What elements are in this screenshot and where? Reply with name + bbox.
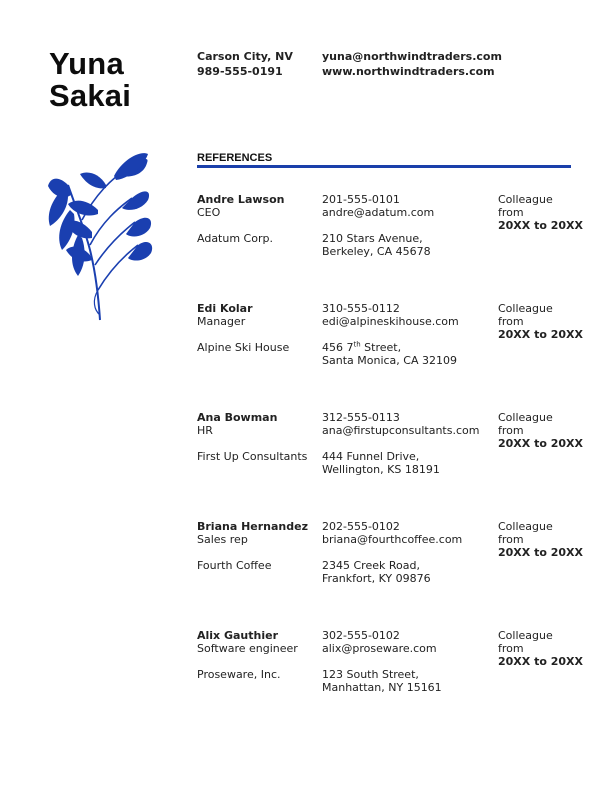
reference-address-1: 210 Stars Avenue, <box>322 232 423 245</box>
reference-name: Edi Kolar <box>197 302 253 315</box>
reference-relation: Colleague <box>498 520 553 533</box>
reference-email[interactable]: alix@proseware.com <box>322 642 437 655</box>
reference-from: from <box>498 533 524 546</box>
reference-from: from <box>498 206 524 219</box>
reference-entry <box>197 302 584 382</box>
reference-dates: 20XX to 20XX <box>498 437 584 450</box>
reference-dates: 20XX to 20XX <box>498 328 584 341</box>
address-street: Street, <box>360 341 402 354</box>
reference-email[interactable]: ana@firstupconsultants.com <box>322 424 480 437</box>
reference-relation: Colleague <box>498 302 553 315</box>
last-name: Sakai <box>49 78 132 113</box>
reference-company: First Up Consultants <box>197 450 308 463</box>
first-name: Yuna <box>49 46 124 81</box>
reference-relation: Colleague <box>498 629 553 642</box>
reference-title: HR <box>197 424 213 437</box>
reference-address-2: Manhattan, NY 15161 <box>322 681 442 694</box>
reference-address-2: Santa Monica, CA 32109 <box>322 354 457 367</box>
reference-name: Ana Bowman <box>197 411 278 424</box>
reference-phone[interactable]: 310-555-0112 <box>322 302 400 315</box>
reference-address-1: 123 South Street, <box>322 668 419 681</box>
address-number: 456 7 <box>322 341 354 354</box>
resume-name <box>49 48 131 112</box>
city: Carson City, NV <box>197 50 293 63</box>
reference-from: from <box>498 642 524 655</box>
reference-phone[interactable]: 312-555-0113 <box>322 411 400 424</box>
contact-location-phone <box>197 49 293 79</box>
reference-phone[interactable]: 201-555-0101 <box>322 193 400 206</box>
reference-name: Briana Hernandez <box>197 520 308 533</box>
reference-relation: Colleague <box>498 193 553 206</box>
reference-address-1: 2345 Creek Road, <box>322 559 420 572</box>
email-link[interactable]: yuna@northwindtraders.com <box>322 50 502 63</box>
reference-dates: 20XX to 20XX <box>498 219 584 232</box>
phone[interactable]: 989-555-0191 <box>197 65 283 78</box>
reference-phone[interactable]: 302-555-0102 <box>322 629 400 642</box>
website-link[interactable]: www.northwindtraders.com <box>322 65 495 78</box>
section-title: REFERENCES <box>197 152 273 164</box>
reference-title: CEO <box>197 206 221 219</box>
section-divider <box>197 165 571 168</box>
reference-address-2: Berkeley, CA 45678 <box>322 245 431 258</box>
reference-name: Andre Lawson <box>197 193 285 206</box>
reference-title: Manager <box>197 315 246 328</box>
reference-company: Alpine Ski House <box>197 341 290 354</box>
reference-dates: 20XX to 20XX <box>498 655 584 668</box>
reference-entry <box>197 193 584 273</box>
address-ordinal: th <box>353 340 361 349</box>
reference-title: Software engineer <box>197 642 298 655</box>
reference-name: Alix Gauthier <box>197 629 279 642</box>
reference-address-1 <box>322 341 459 354</box>
contact-email-web <box>322 49 502 79</box>
reference-company: Proseware, Inc. <box>197 668 281 681</box>
reference-relation: Colleague <box>498 411 553 424</box>
reference-email[interactable]: briana@fourthcoffee.com <box>322 533 463 546</box>
reference-title: Sales rep <box>197 533 248 546</box>
leaf-illustration-icon <box>40 150 155 325</box>
reference-address-1: 444 Funnel Drive, <box>322 450 420 463</box>
reference-phone[interactable]: 202-555-0102 <box>322 520 400 533</box>
reference-address-2: Wellington, KS 18191 <box>322 463 440 476</box>
reference-entry <box>197 629 584 709</box>
reference-email[interactable]: edi@alpineskihouse.com <box>322 315 459 328</box>
reference-entry <box>197 520 584 600</box>
reference-entry <box>197 411 584 491</box>
reference-from: from <box>498 315 524 328</box>
reference-company: Adatum Corp. <box>197 232 273 245</box>
reference-email[interactable]: andre@adatum.com <box>322 206 435 219</box>
reference-dates: 20XX to 20XX <box>498 546 584 559</box>
reference-address-2: Frankfort, KY 09876 <box>322 572 431 585</box>
reference-company: Fourth Coffee <box>197 559 272 572</box>
reference-from: from <box>498 424 524 437</box>
